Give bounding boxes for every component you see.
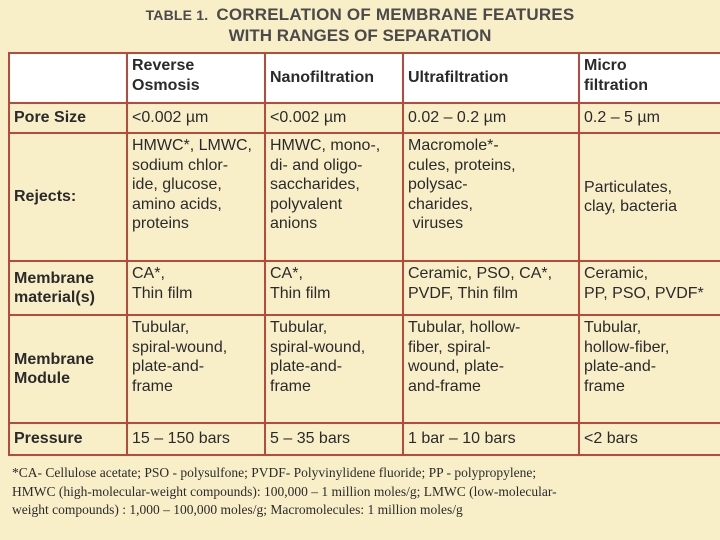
table-cell [127,133,265,261]
row-header-line: Membrane [14,350,95,368]
cell-line: charides, [408,195,473,213]
cell-line: polysac- [408,176,468,193]
cell-line: and-frame [408,377,481,395]
header-microfiltration [579,53,720,103]
cell-line: fiber, spiral- [408,338,491,356]
footnote [12,464,712,520]
cell-line: proteins [132,215,189,232]
title-line-2: WITH RANGES OF SEPARATION [228,26,492,45]
cell-line: hollow-fiber, [584,338,670,356]
cell-line: anions [270,215,318,232]
table-row-pore-size [9,103,720,133]
row-header-rejects: Rejects: [9,133,127,261]
cell-line: plate-and- [270,358,343,375]
row-header-membrane-material [9,261,127,315]
cell-line: amino acids, [132,195,222,213]
table-cell: 15 – 150 bars [127,423,265,455]
header-nanofiltration: Nanofiltration [265,53,403,103]
header-text: filtration [584,76,648,94]
title-line-1 [0,4,720,26]
cell-line: frame [270,377,311,395]
cell-line: PP, PSO, PVDF* [584,284,704,302]
row-header-line: Membrane [14,269,95,287]
cell-line: plate-and- [132,358,205,375]
footnote-line: weight compounds) : 1,000 – 100,000 moles/g; Macromolecules: 1 million moles/g [12,502,463,517]
cell-line: saccharides, [270,176,360,193]
header-ultrafiltration: Ultrafiltration [403,53,579,103]
table-cell: 1 bar – 10 bars [403,423,579,455]
footnote-line: HMWC (high-molecular-weight compounds): 100,000 – 1 million moles/g; LMWC (low-molecular- [12,483,557,499]
cell-line: frame [132,377,173,395]
cell-line: polyvalent [270,195,343,213]
table-row-pressure [9,423,720,455]
table-row-membrane-material [9,261,720,315]
header-text: Reverse [132,57,195,74]
table-cell: 0.02 – 0.2 µm [403,103,579,133]
cell-line: Macromole*- [408,137,499,154]
row-header-membrane-module [9,315,127,423]
membrane-table [8,52,720,456]
cell-line: viruses [408,215,464,232]
table-cell [579,261,720,315]
cell-line: spiral-wound, [270,338,366,356]
table-row-rejects [9,133,720,261]
table-header-row [9,53,720,103]
table-cell [265,315,403,423]
cell-line: Tubular, [584,319,642,336]
cell-line: spiral-wound, [132,338,228,356]
cell-line: ide, glucose, [132,176,222,193]
cell-line: Particulates, [584,178,673,196]
cell-line: Ceramic, [584,265,649,282]
row-header-line: material(s) [14,289,95,306]
cell-line: HMWC*, LMWC, [132,137,252,154]
cell-line: Thin film [270,284,331,302]
table-title [0,4,720,46]
row-header-pressure: Pressure [9,423,127,455]
cell-line: frame [584,377,625,395]
table-cell [579,133,720,261]
cell-line: CA*, [270,265,303,282]
cell-line: sodium chlor- [132,156,229,174]
header-text: Micro [584,57,627,74]
table-cell: 0.2 – 5 µm [579,103,720,133]
cell-line: wound, plate- [408,358,505,375]
table-cell: 5 – 35 bars [265,423,403,455]
cell-line: Thin film [132,284,193,302]
row-header-pore-size: Pore Size [9,103,127,133]
cell-line: Tubular, hollow- [408,319,521,336]
cell-line: Tubular, [132,319,190,336]
header-text: Osmosis [132,76,200,94]
table-cell: <0.002 µm [127,103,265,133]
table-cell [127,315,265,423]
cell-line: di- and oligo- [270,156,363,174]
table-cell [579,315,720,423]
table-number-label: TABLE 1. [145,7,209,23]
row-header-line: Module [14,370,70,387]
table-cell: <2 bars [579,423,720,455]
table-cell [403,261,579,315]
table-cell [127,261,265,315]
cell-line: CA*, [132,265,165,282]
cell-line: Tubular, [270,319,328,336]
cell-line: clay, bacteria [584,198,678,215]
cell-line: PVDF, Thin film [408,284,518,302]
table-cell [403,315,579,423]
table-cell [265,261,403,315]
header-corner-cell [9,53,127,103]
title-text-1: CORRELATION OF MEMBRANE FEATURES [216,5,575,24]
cell-line: Ceramic, PSO, CA*, [408,265,553,282]
cell-line: cules, proteins, [408,156,516,174]
header-reverse-osmosis [127,53,265,103]
cell-line: plate-and- [584,358,657,375]
footnote-line: *CA- Cellulose acetate; PSO - polysulfone; PVDF- Polyvinylidene fluoride; PP - polypropylene; [12,465,537,480]
cell-line: HMWC, mono-, [270,137,381,154]
table-row-membrane-module [9,315,720,423]
table-cell [265,133,403,261]
table-cell: <0.002 µm [265,103,403,133]
table-cell [403,133,579,261]
